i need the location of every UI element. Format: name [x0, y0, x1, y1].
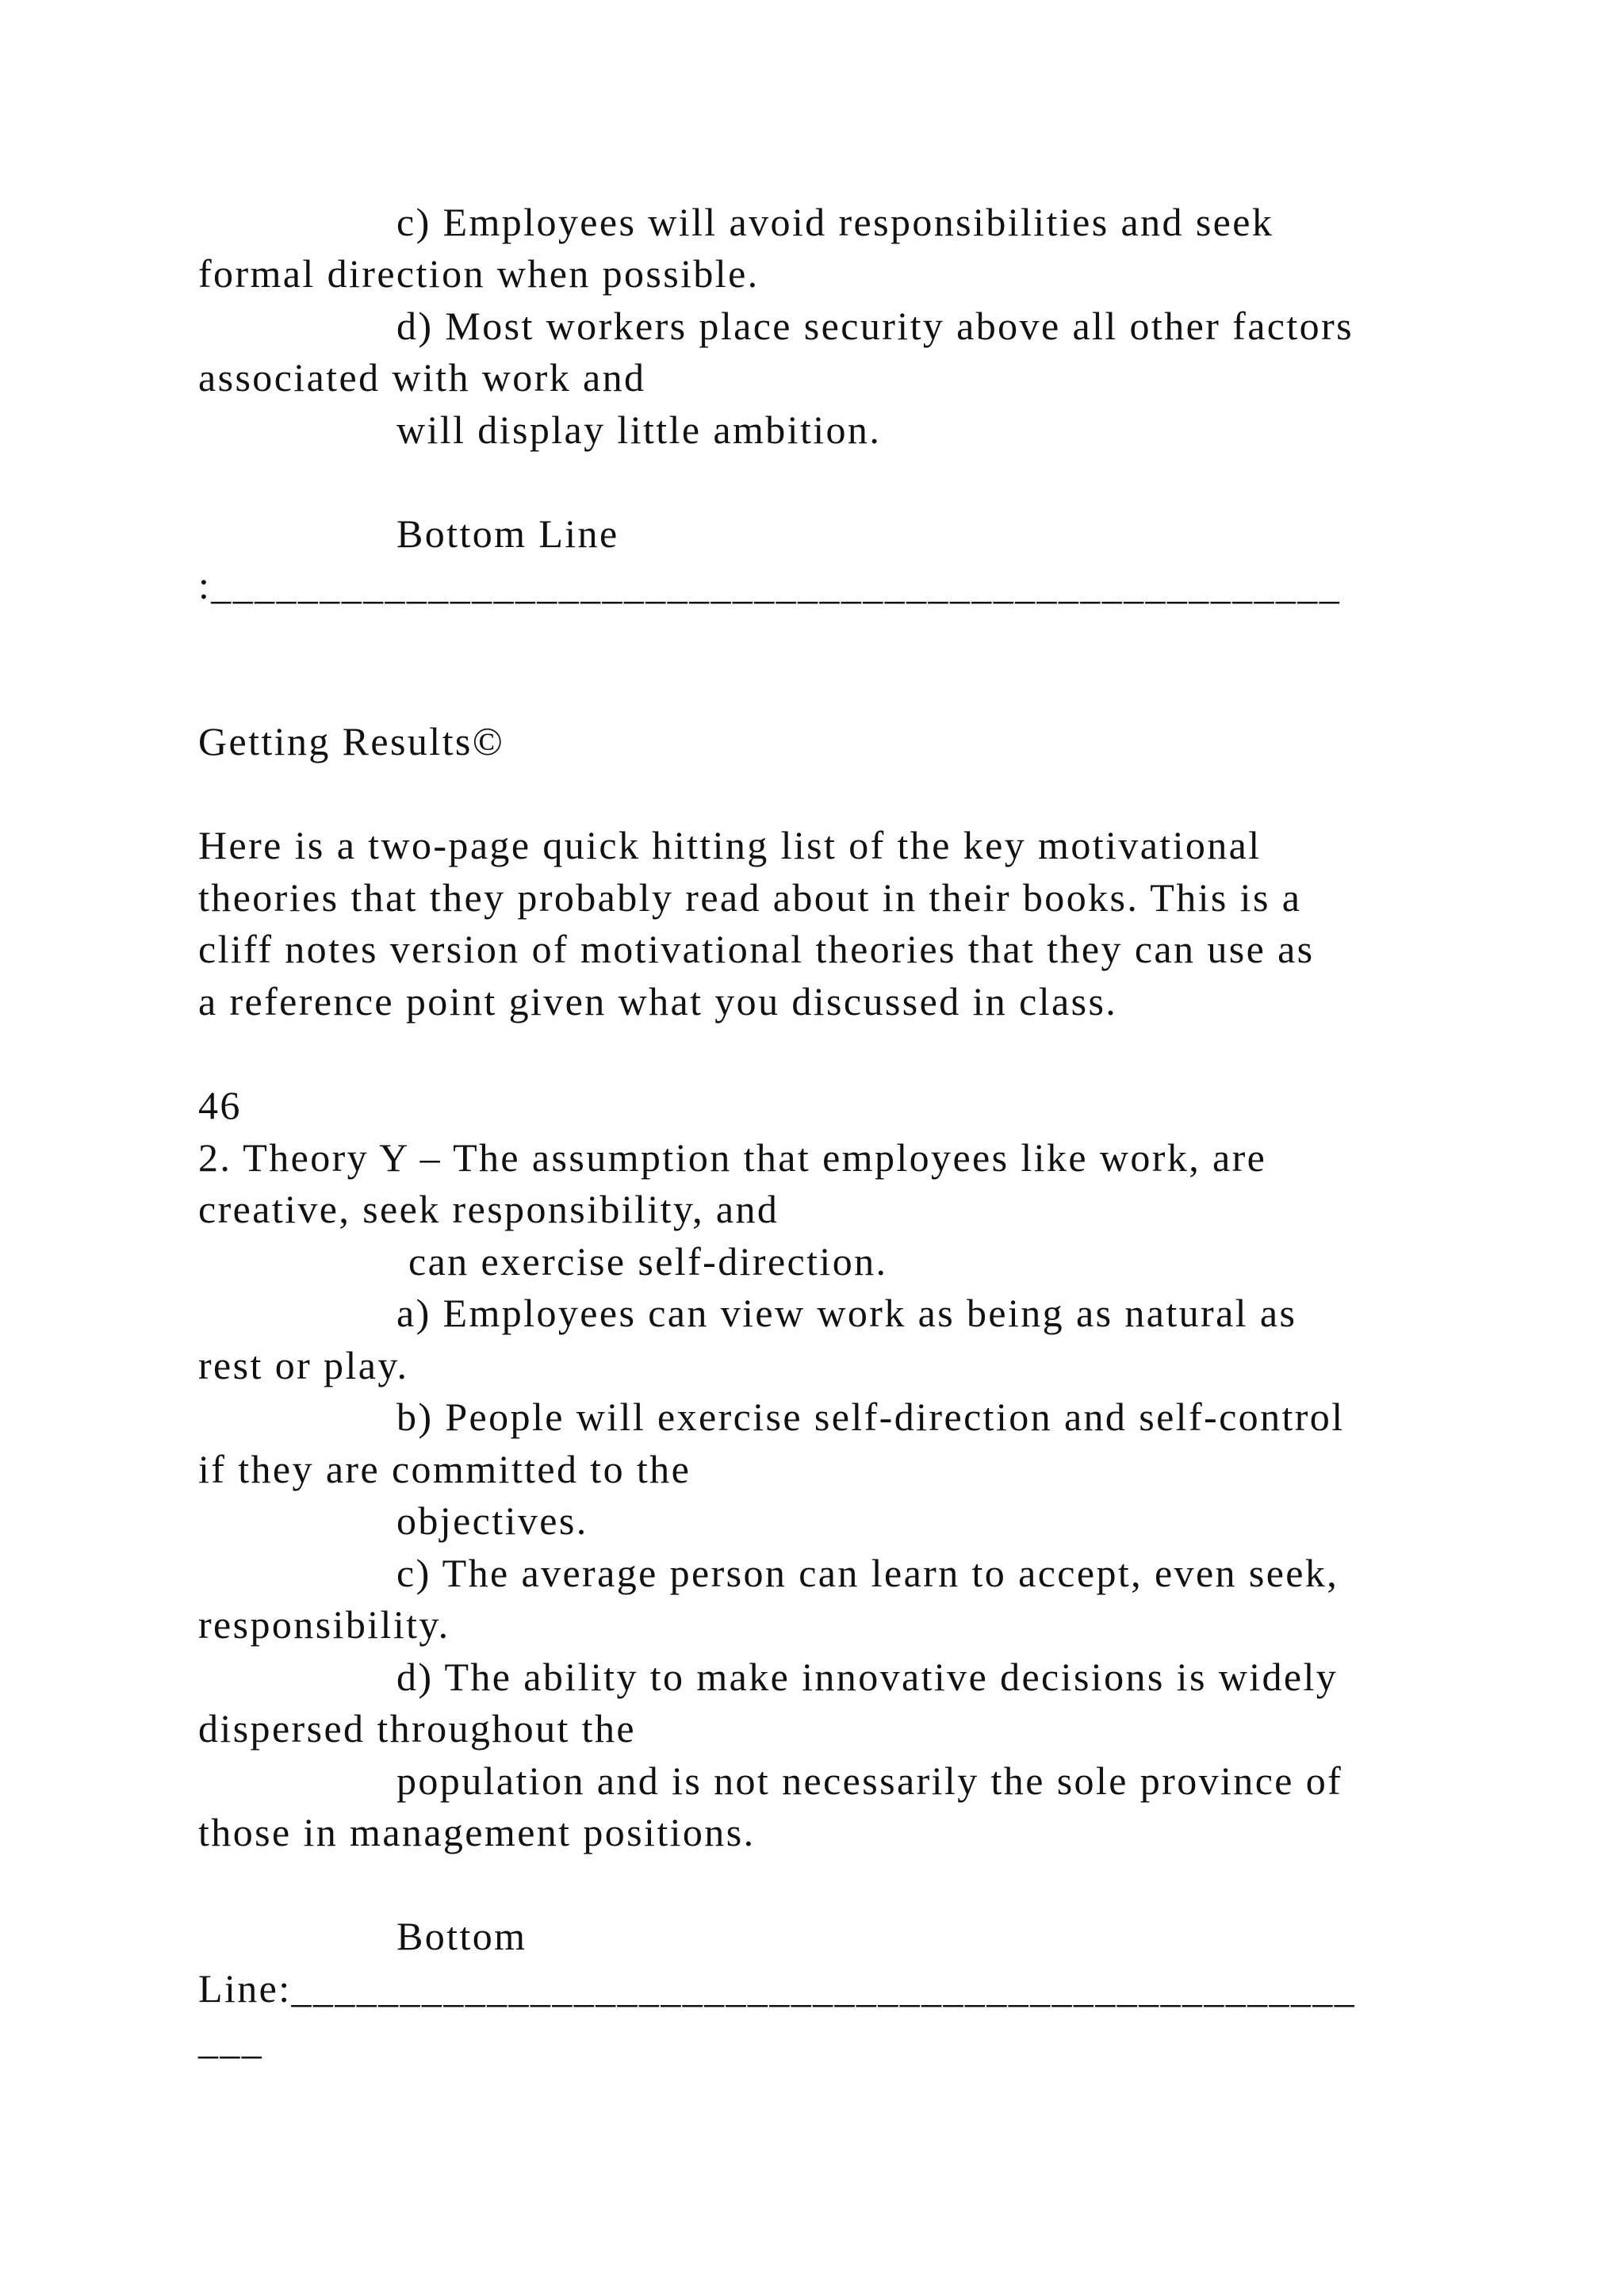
- theory-x-item-d-line3: will display little ambition.: [396, 408, 882, 452]
- theory-x-item-c-line2: formal direction when possible.: [198, 251, 760, 296]
- theory-y-item-b-line1: b) People will exercise self-direction and self-control: [396, 1395, 1345, 1439]
- theory-y-title-line3: can exercise self-direction.: [408, 1239, 888, 1284]
- intro-paragraph-line4: a reference point given what you discussed in class.: [198, 979, 1118, 1024]
- theory-y-item-c-line2: responsibility.: [198, 1602, 450, 1647]
- theory-y-item-a-line2: rest or play.: [198, 1343, 409, 1387]
- intro-paragraph-line2: theories that they probably read about in their books. This is a: [198, 875, 1302, 920]
- bottom-line-label-2: Bottom: [396, 1914, 527, 1958]
- theory-y-item-b-line3: objectives.: [396, 1498, 588, 1543]
- theory-x-item-d-line2: associated with work and: [198, 355, 646, 400]
- page-number: 46: [198, 1083, 242, 1127]
- theory-y-item-c-line1: c) The average person can learn to accept, even seek,: [396, 1551, 1339, 1595]
- intro-paragraph-line1: Here is a two-page quick hitting list of the key motivational: [198, 823, 1262, 867]
- intro-paragraph-line3: cliff notes version of motivational theories that they can use as: [198, 927, 1315, 971]
- bottom-line-label-1: Bottom Line: [396, 511, 619, 556]
- theory-y-title-line2: creative, seek responsibility, and: [198, 1187, 779, 1231]
- bottom-line-blank-2: Line:_________________________________________________: [198, 1966, 1357, 2011]
- bottom-line-blank-2-continued: ___: [198, 2018, 264, 2062]
- theory-y-item-d-line4: those in management positions.: [198, 1810, 756, 1854]
- theory-y-title-line1: 2. Theory Y – The assumption that employees like work, are: [198, 1135, 1267, 1180]
- theory-y-item-a-line1: a) Employees can view work as being as natural as: [396, 1291, 1297, 1335]
- bottom-line-blank-1: :____________________________________________________: [198, 563, 1342, 607]
- theory-y-item-d-line2: dispersed throughout the: [198, 1706, 636, 1751]
- theory-y-item-d-line1: d) The ability to make innovative decisions is widely: [396, 1655, 1339, 1699]
- theory-y-item-d-line3: population and is not necessarily the sole province of: [396, 1758, 1343, 1803]
- theory-x-item-c-line1: c) Employees will avoid responsibilities and seek: [396, 200, 1274, 244]
- theory-y-item-b-line2: if they are committed to the: [198, 1447, 691, 1491]
- theory-x-item-d-line1: d) Most workers place security above all other factors: [396, 304, 1354, 348]
- getting-results-heading: Getting Results©: [198, 719, 505, 763]
